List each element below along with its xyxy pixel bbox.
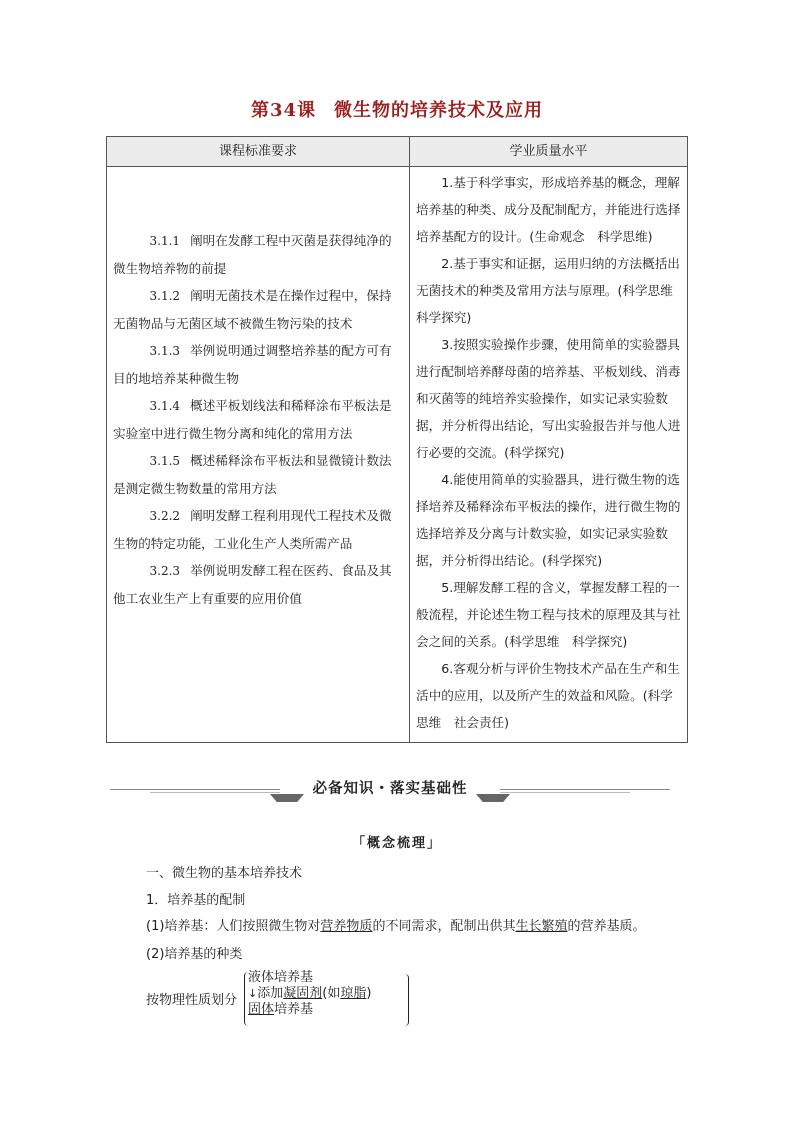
table-row — [107, 167, 688, 743]
header-quality: 学业质量水平 — [410, 137, 688, 167]
types-heading: (2)培养基的种类 — [146, 947, 243, 962]
quality-item: 3.按照实验操作步骤，使用简单的实验器具进行配制培养酵母菌的培养基、平板划线、消毒和灭菌等的纯培养实验操作，如实记录实验数据，并分析得出结论，写出实验报告并与他人进行必要的交流。(科学探究) — [416, 337, 681, 460]
liquid-medium: 液体培养基 — [248, 970, 314, 985]
quality-cell — [410, 167, 688, 743]
underlined-term: 营养物质 — [320, 919, 373, 934]
definition-line: (1)培养基：人们按照微生物对营养物质的不同需求，配制出供其生长繁殖的营养基质。 — [146, 919, 646, 934]
quality-item: 2.基于事实和证据，运用归纳的方法概括出无菌技术的种类及常用方法与原理。(科学思维 科学探究) — [416, 256, 686, 325]
requirement-item: 3.1.2 阐明无菌技术是在操作过程中，保持无菌物品与无菌区域不被微生物污染的技术 — [113, 288, 392, 331]
requirement-item: 3.2.3 举例说明发酵工程在医药、食品及其他工农业生产上有重要的应用价值 — [113, 563, 392, 606]
concept-heading: 「概念梳理」 — [351, 836, 442, 851]
quality-item: 5.理解发酵工程的含义，掌握发酵工程的一般流程，并论述生物工程与技术的原理及其与社会之间的关系。(科学思维 科学探究) — [416, 580, 681, 649]
page-title — [0, 96, 794, 122]
add-solidifier-line: ↓添加凝固剂(如琼脂) — [248, 986, 372, 1001]
table-header-row — [107, 137, 688, 167]
requirements-cell — [107, 167, 410, 743]
solid-medium: 固体培养基 — [248, 1002, 314, 1017]
right-brace — [404, 974, 409, 1026]
section-banner — [110, 776, 670, 804]
banner-divider — [500, 792, 630, 793]
quality-item: 4.能使用简单的实验器具，进行微生物的选择培养及稀释涂布平板法的操作，进行微生物的选择培养及分离与计数实验，如实记录实验数据，并分析得出结论。(科学探究) — [416, 472, 681, 568]
subsection-heading: 1．培养基的配制 — [146, 893, 246, 908]
underlined-term: 生长繁殖 — [515, 919, 568, 934]
lesson-number: 第34课 — [250, 100, 317, 121]
banner-title: 必备知识・落实基础性 — [312, 781, 468, 797]
requirement-item: 3.2.2 阐明发酵工程利用现代工程技术及微生物的特定功能，工业化生产人类所需产品 — [113, 508, 392, 551]
requirement-item: 3.1.1 阐明在发酵工程中灭菌是获得纯净的微生物培养物的前提 — [113, 233, 392, 276]
requirement-item: 3.1.3 举例说明通过调整培养基的配方可有目的地培养某种微生物 — [113, 343, 392, 386]
requirement-item: 3.1.5 概述稀释涂布平板法和显微镜计数法是测定微生物数量的常用方法 — [113, 453, 392, 496]
classification-options — [248, 970, 371, 1018]
banner-divider — [500, 789, 670, 790]
classification-label: 按物理性质划分 — [146, 993, 238, 1008]
standards-table — [106, 136, 688, 743]
banner-divider — [150, 792, 280, 793]
lesson-topic: 微生物的培养技术及应用 — [334, 100, 544, 121]
banner-divider — [110, 789, 280, 790]
quality-item: 1.基于科学事实，形成培养基的概念，理解培养基的种类、成分及配制配方，并能进行选择培养基配方的设计。(生命观念 科学思维) — [416, 175, 681, 244]
section-heading: 一、微生物的基本培养技术 — [146, 866, 303, 881]
requirement-item: 3.1.4 概述平板划线法和稀释涂布平板法是实验室中进行微生物分离和纯化的常用方法 — [113, 398, 392, 441]
quality-item: 6.客观分析与评价生物技术产品在生产和生活中的应用，以及所产生的效益和风险。(科学思维 社会责任) — [416, 661, 680, 730]
down-arrow-icon: ↓ — [248, 987, 258, 1000]
header-requirements: 课程标准要求 — [107, 137, 410, 167]
